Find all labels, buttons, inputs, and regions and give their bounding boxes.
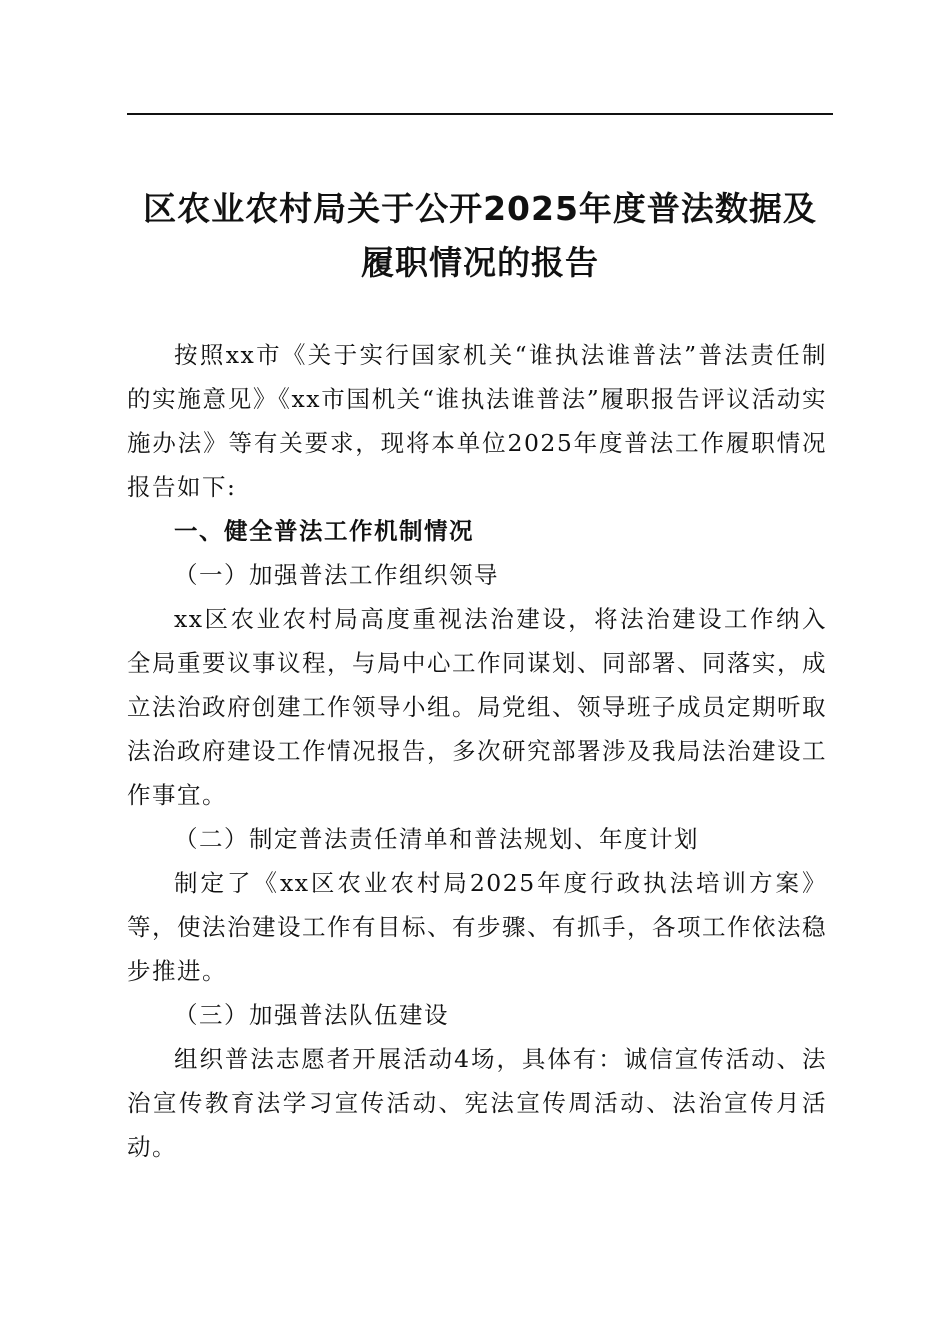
subsection-3-heading: （三）加强普法队伍建设 [174, 1001, 449, 1029]
subsection-2-body: 制定了《xx区农业农村局2025年度行政执法培训方案》等，使法治建设工作有目标、有步骤、有抓手，各项工作依法稳步推进。 [127, 869, 827, 985]
subsection-1-body: xx区农业农村局高度重视法治建设，将法治建设工作纳入全局重要议事议程，与局中心工作同谋划、同部署、同落实，成立法治政府创建工作领导小组。局党组、领导班子成员定期听取法治政府建设工作情况报告，多次研究部署涉及我局法治建设工作事宜。 [127, 605, 827, 809]
intro-paragraph: 按照xx市《关于实行国家机关“谁执法谁普法”普法责任制的实施意见》《xx市国机关“谁执法谁普法”履职报告评议活动实施办法》等有关要求，现将本单位2025年度普法工作履职情况报告如下: [127, 341, 827, 501]
document-title: 区农业农村局关于公开2025年度普法数据及履职情况的报告 [143, 189, 817, 282]
subsection-1-heading: （一）加强普法工作组织领导 [174, 561, 499, 589]
section-1-heading: 一、健全普法工作机制情况 [174, 517, 474, 545]
header-rule [127, 113, 833, 115]
document-body [127, 333, 827, 1169]
subsection-3-body: 组织普法志愿者开展活动4场，具体有：诚信宣传活动、法治宣传教育法学习宣传活动、宪法宣传周活动、法治宣传月活动。 [127, 1045, 827, 1161]
subsection-2-heading: （二）制定普法责任清单和普法规划、年度计划 [174, 825, 699, 853]
